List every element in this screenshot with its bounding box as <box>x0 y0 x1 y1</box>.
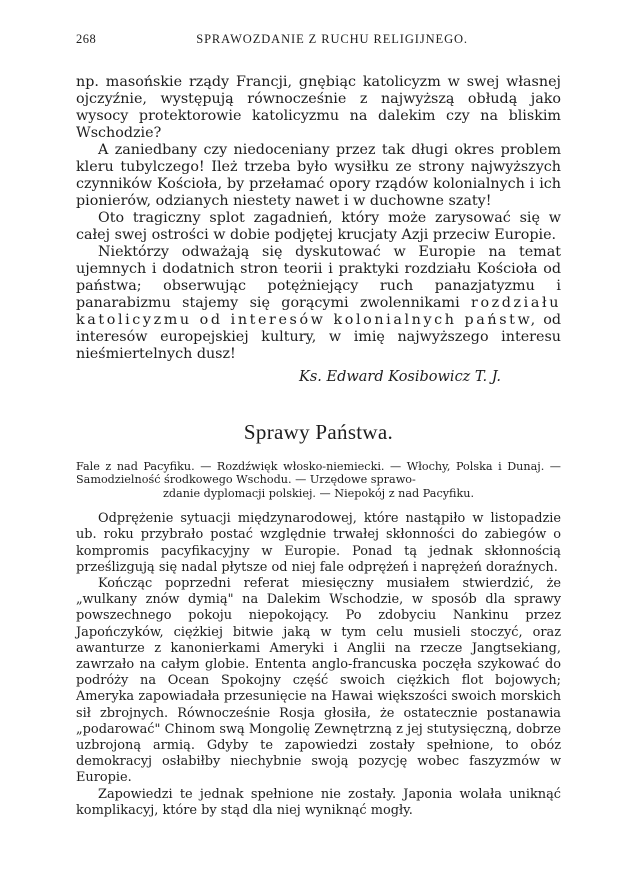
article-paragraph <box>76 244 561 363</box>
article-paragraph: A zaniedbany czy niedoceniany przez tak długi okres problem kleru tubylczego! Ileż trzeba było wysiłku ze strony najwyższych czynników Kościoła, by przełamać opory rządów kolonialnych i ich pionierów, odzianych niestety nawet i w duchowne szaty! <box>76 142 561 209</box>
paragraph-text: od interesów europejskiej kultury, w imię najwyższego interesu nieśmiertelnych dusz! <box>76 312 561 362</box>
summary-text-last: zdanie dyplomacji polskiej. — Niepokój z nad Pacyfiku. <box>162 486 475 500</box>
section-summary <box>76 460 561 500</box>
page-number: 268 <box>76 32 97 46</box>
author-signature: Ks. Edward Kosibowicz T. J. <box>299 369 501 385</box>
summary-text: Fale z nad Pacyfiku. — Rozdźwięk włosko-niemiecki. — Włochy, Polska i Dunaj. — Samodzielność środkowego Wschodu. — Urzędowe sprawo- <box>76 460 561 487</box>
paragraph-text: Niektórzy odważają się dyskutować w Europie na temat ujemnych i dodatnich stron teorii i praktyki rozdziału Kościoła od państwa; obserwując potężniejący ruch panazjatyzmu i panarabizmu stajemy się gorącymi zwolennikami <box>76 244 561 311</box>
article-paragraph: np. masońskie rządy Francji, gnębiąc katolicyzm w swej własnej ojczyźnie, występują równocześnie z najwyższą obłudą jako wysocy protektorowie katolicyzmu na dalekim czy na bliskim Wschodzie? <box>76 74 561 141</box>
article-paragraph: Oto tragiczny splot zagadnień, który może zarysować się w całej swej ostrości w dobie podjętej krucjaty Azji przeciw Europie. <box>76 210 561 243</box>
section-paragraph: Odprężenie sytuacji międzynarodowej, które nastąpiło w listopadzie ub. roku przybrało postać względnie trwałej skłonności do zabiegów o kompromis pacyfikacyjny w Europie. Ponad tą jednak skłonnością prześlizgują się nadal płytsze od niej fale odprężeń i naprężeń doraźnych. <box>76 511 561 575</box>
page-header <box>76 32 561 54</box>
running-title: SPRAWOZDANIE Z RUCHU RELIGIJNEGO. <box>196 32 468 46</box>
spaced-emphasis: rozdziału katolicyzmu od interesów kolonialnych państw, <box>76 295 562 328</box>
article-body <box>76 74 561 386</box>
section-paragraph: Zapowiedzi te jednak spełnione nie zostały. Japonia wolała uniknąć komplikacyj, które by stąd dla niej wyniknąć mogły. <box>76 786 561 818</box>
section-body <box>76 511 561 819</box>
section-paragraph: Kończąc poprzedni referat miesięczny musiałem stwierdzić, że „wulkany znów dymią" na Dalekim Wschodzie, w sposób dla sprawy powszechnego pokoju niepokojący. Po zdobyciu Nankinu przez Japończyków, ciężkiej bitwie jaką w tym celu musieli stoczyć, oraz awanturze z kanonierkami Ameryki i Anglii na rzecze Jangtsekiang, zawrzało na całym globie. Ententa anglo-francuska poczęła szykować do podróży na Ocean Spokojny część swoich ciężkich flot bojowych; Ameryka zapowiadała przesunięcie na Hawai większości swoich morskich sił zbrojnych. Równocześnie Rosja głosiła, że ostatecznie postanawia „podarować" Chinom swą Mongolię Zewnętrzną z jej stutysięczną, dobrze uzbrojoną armią. Gdyby te zapowiedzi zostały spełnione, to obóz demokracyj osłabiłby niechybnie swoją pozycję wobec faszyzmów w Europie. <box>76 576 561 786</box>
section-title: Sprawy Państwa. <box>243 420 394 444</box>
